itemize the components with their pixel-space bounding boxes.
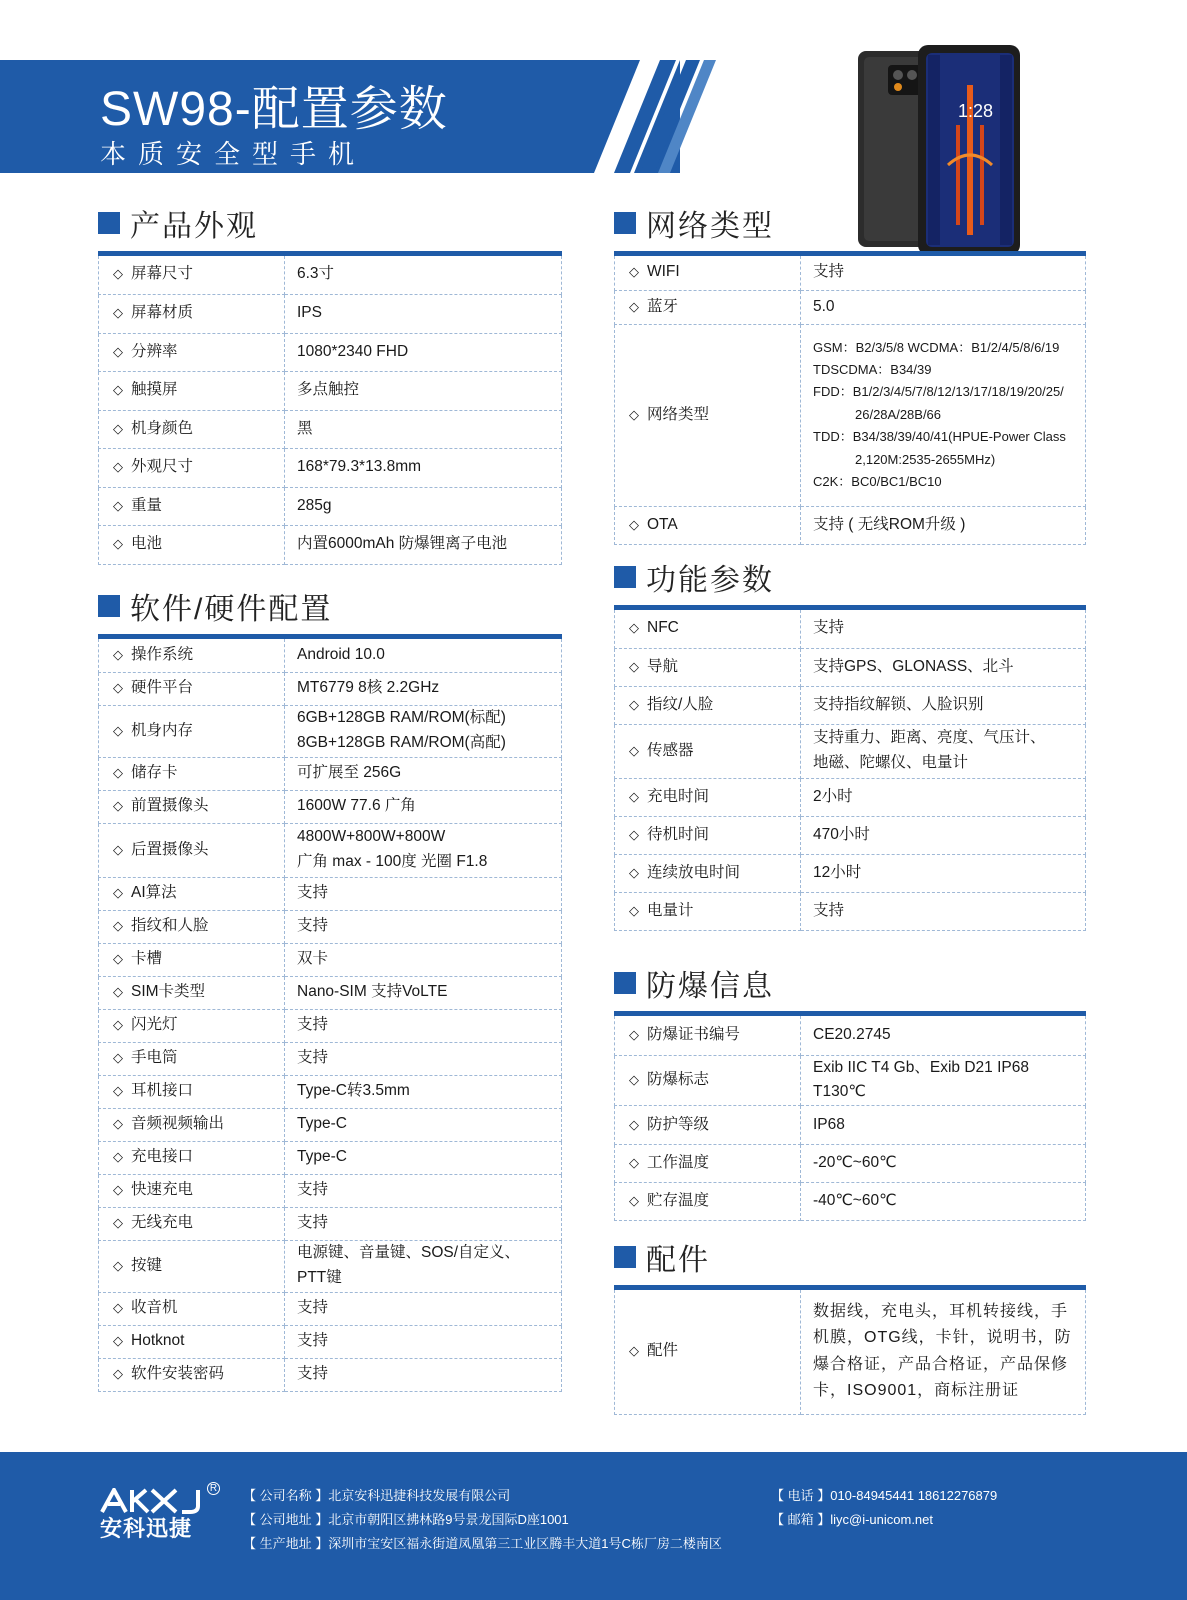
spec-value-line: 黑: [297, 419, 313, 437]
spec-row: [99, 976, 562, 1009]
spec-value-line: 电源键、音量键、SOS/自定义、: [297, 1244, 521, 1262]
spec-value: [801, 686, 1086, 724]
section-explosion: [614, 963, 1086, 1221]
spec-label: ◇ 软件安装密码: [99, 1358, 285, 1391]
spec-label: ◇ 前置摄像头: [99, 790, 285, 823]
spec-value: [285, 1358, 562, 1391]
spec-value-line: 支持: [297, 1049, 329, 1067]
spec-row: [615, 290, 1086, 324]
spec-value-line: 支持: [297, 1016, 329, 1034]
spec-value: [801, 290, 1086, 324]
section-appearance: [98, 203, 562, 565]
spec-label: ◇ 防爆标志: [615, 1055, 801, 1106]
spec-value: [285, 371, 562, 410]
section-marker: [614, 566, 636, 588]
spec-value-line: Android 10.0: [297, 645, 385, 663]
spec-value-line: 5.0: [813, 297, 835, 315]
spec-row: [99, 1358, 562, 1391]
spec-value: [285, 1325, 562, 1358]
spec-value: [801, 1145, 1086, 1183]
spec-label: ◇ 无线充电: [99, 1207, 285, 1240]
spec-row: [99, 1174, 562, 1207]
footer-address: 【 公司地址 】北京市朝阳区拂林路9号景龙国际D座1001: [243, 1512, 569, 1527]
spec-row: [99, 256, 562, 294]
svg-text:1:28: 1:28: [958, 101, 994, 121]
spec-value-line: 6.3寸: [297, 265, 335, 283]
spec-value-line: 1080*2340 FHD: [297, 342, 409, 360]
spec-label: ◇ Hotknot: [99, 1325, 285, 1358]
spec-row: [615, 854, 1086, 892]
spec-value: [801, 816, 1086, 854]
spec-value-line: 支持: [297, 884, 329, 902]
spec-value-line: 2小时: [813, 787, 853, 805]
section-title: 网络类型: [646, 210, 774, 243]
spec-value-line: 内置6000mAh 防爆锂离子电池: [297, 535, 508, 553]
spec-value-line: 支持: [297, 1365, 329, 1383]
spec-value: [801, 506, 1086, 544]
spec-label: ◇ 网络类型: [615, 324, 801, 506]
spec-value-line: -40℃~60℃: [813, 1192, 897, 1210]
spec-label: ◇ 操作系统: [99, 639, 285, 672]
section-marker: [614, 212, 636, 234]
spec-value: [285, 1174, 562, 1207]
spec-row: [99, 1207, 562, 1240]
footer-factory: 【 生产地址 】深圳市宝安区福永街道凤凰第三工业区腾丰大道1号C栋厂房二楼南区: [243, 1536, 722, 1551]
spec-label: ◇ 后置摄像头: [99, 823, 285, 877]
spec-value: [801, 1106, 1086, 1145]
spec-value: [285, 705, 562, 757]
spec-label: ◇ AI算法: [99, 877, 285, 910]
spec-value: [285, 823, 562, 877]
spec-table-appearance: [98, 256, 562, 565]
spec-label: ◇ 屏幕尺寸: [99, 256, 285, 294]
spec-value-line: 支持: [297, 1299, 329, 1317]
spec-value: [285, 877, 562, 910]
spec-value: [285, 1141, 562, 1174]
spec-value: [285, 943, 562, 976]
spec-value-line: C2K：BC0/BC1/BC10: [813, 473, 942, 489]
spec-value-line: PTT键: [297, 1269, 342, 1286]
spec-value: [285, 1042, 562, 1075]
spec-label: ◇ 贮存温度: [615, 1183, 801, 1221]
spec-label: ◇ 充电时间: [615, 778, 801, 816]
footer-email: 【 邮箱 】liyc@i-unicom.net: [771, 1512, 934, 1527]
spec-row: [615, 506, 1086, 544]
spec-label: ◇ 指纹/人脸: [615, 686, 801, 724]
section-marker: [614, 972, 636, 994]
spec-row: [99, 1240, 562, 1292]
spec-row: [99, 757, 562, 790]
spec-value-line: 285g: [297, 496, 332, 514]
spec-row: [99, 910, 562, 943]
spec-value-line: 168*79.3*13.8mm: [297, 458, 422, 476]
spec-row: [615, 686, 1086, 724]
spec-value-line: 数据线，充电头，耳机转接线，手: [813, 1302, 1069, 1320]
spec-row: [615, 648, 1086, 686]
registered-mark: R: [207, 1482, 220, 1495]
spec-value-line: 8GB+128GB RAM/ROM(高配): [297, 734, 506, 751]
spec-row: [99, 1042, 562, 1075]
spec-value: [285, 1009, 562, 1042]
spec-row: [615, 1106, 1086, 1145]
spec-label: ◇ WIFI: [615, 256, 801, 290]
spec-value-line: 机膜，OTG线，卡针，说明书，防: [813, 1329, 1072, 1347]
section-title: 软件/硬件配置: [130, 593, 333, 626]
spec-value-line: 支持GPS、GLONASS、北斗: [813, 657, 1014, 675]
spec-value-line: 支持: [813, 263, 845, 281]
spec-label: ◇ 卡槽: [99, 943, 285, 976]
spec-row: [99, 1075, 562, 1108]
spec-label: ◇ 耳机接口: [99, 1075, 285, 1108]
section-accessories: [614, 1237, 1086, 1415]
spec-value-line: GSM：B2/3/5/8 WCDMA：B1/2/4/5/8/6/19: [813, 339, 1060, 355]
spec-value: [285, 525, 562, 564]
spec-value-line: -20℃~60℃: [813, 1154, 897, 1172]
spec-value-line: MT6779 8核 2.2GHz: [297, 679, 440, 697]
spec-row: [99, 877, 562, 910]
spec-label: ◇ 导航: [615, 648, 801, 686]
spec-value-line: 12小时: [813, 863, 862, 881]
spec-value-line: 支持: [297, 917, 329, 935]
spec-row: [99, 448, 562, 487]
section-title: 功能参数: [646, 564, 774, 597]
spec-value: [801, 854, 1086, 892]
spec-value: [285, 256, 562, 294]
spec-row: [99, 371, 562, 410]
spec-value: [801, 1055, 1086, 1106]
spec-value: [801, 1016, 1086, 1055]
section-marker: [98, 212, 120, 234]
spec-label: ◇ 机身颜色: [99, 410, 285, 448]
spec-row: [615, 816, 1086, 854]
spec-value-line: 支持: [297, 1214, 329, 1232]
spec-value: [285, 910, 562, 943]
spec-label: ◇ 充电接口: [99, 1141, 285, 1174]
spec-value: [285, 1075, 562, 1108]
spec-value: [285, 639, 562, 672]
spec-label: ◇ 快速充电: [99, 1174, 285, 1207]
spec-label: ◇ 收音机: [99, 1292, 285, 1325]
spec-value-line: Exib IIC T4 Gb、Exib D21 IP68 T130℃: [813, 1058, 1029, 1101]
spec-label: ◇ 分辨率: [99, 333, 285, 371]
spec-label: ◇ 配件: [615, 1290, 801, 1414]
spec-value: [285, 976, 562, 1009]
spec-label: ◇ 电量计: [615, 892, 801, 930]
spec-value: [801, 324, 1086, 506]
spec-value: [285, 448, 562, 487]
spec-row: [99, 525, 562, 564]
spec-value-line: 6GB+128GB RAM/ROM(标配): [297, 709, 506, 727]
spec-label: ◇ 机身内存: [99, 705, 285, 757]
spec-table-accessories: [614, 1290, 1086, 1415]
page-title: SW98-配置参数: [100, 83, 448, 136]
spec-value: [801, 1183, 1086, 1221]
spec-row: [99, 294, 562, 333]
spec-row: [99, 1009, 562, 1042]
spec-value: [285, 1240, 562, 1292]
spec-label: ◇ 蓝牙: [615, 290, 801, 324]
spec-label: ◇ NFC: [615, 610, 801, 648]
spec-value-line: 支持: [297, 1181, 329, 1199]
spec-value-line: 2,120M:2535-2655MHz): [855, 451, 996, 467]
footer-company: 【 公司名称 】北京安科迅捷科技发展有限公司: [243, 1488, 511, 1503]
spec-row: [615, 1016, 1086, 1055]
logo-name: 安科迅捷: [100, 1516, 193, 1541]
spec-value: [285, 294, 562, 333]
spec-value-line: 多点触控: [297, 381, 360, 399]
spec-label: ◇ 重量: [99, 487, 285, 525]
section-title: 配件: [646, 1244, 710, 1277]
spec-row: [99, 823, 562, 877]
spec-value: [285, 1207, 562, 1240]
spec-value: [801, 648, 1086, 686]
spec-row: [99, 639, 562, 672]
spec-label: ◇ 外观尺寸: [99, 448, 285, 487]
spec-row: [615, 1183, 1086, 1221]
logo-mark: [100, 1488, 210, 1514]
spec-value-line: 支持重力、距离、亮度、气压计、: [813, 729, 1046, 747]
spec-table-function: [614, 610, 1086, 931]
spec-value-line: 爆合格证，产品合格证，产品保修: [813, 1355, 1069, 1373]
spec-value-line: 广角 max - 100度 光圈 F1.8: [297, 853, 488, 870]
spec-value-line: 地磁、陀螺仪、电量计: [813, 754, 969, 771]
spec-row: [99, 943, 562, 976]
section-software: [98, 586, 562, 1392]
spec-label: ◇ 屏幕材质: [99, 294, 285, 333]
spec-row: [615, 256, 1086, 290]
spec-row: [615, 610, 1086, 648]
section-marker: [614, 1246, 636, 1268]
spec-value-line: Type-C: [297, 1148, 347, 1166]
spec-value-line: TDSCDMA：B34/39: [813, 362, 932, 378]
section-title: 产品外观: [130, 210, 258, 243]
spec-row: [99, 672, 562, 705]
spec-label: ◇ 储存卡: [99, 757, 285, 790]
spec-value-line: Nano-SIM 支持VoLTE: [297, 983, 448, 1001]
spec-value-line: Type-C: [297, 1115, 347, 1133]
spec-label: ◇ SIM卡类型: [99, 976, 285, 1009]
spec-value: [285, 1292, 562, 1325]
spec-value-line: 支持指纹解锁、人脸识别: [813, 695, 984, 713]
spec-table-explosion: [614, 1016, 1086, 1221]
spec-row: [99, 1108, 562, 1141]
spec-value-line: 支持 ( 无线ROM升级 ): [813, 515, 966, 533]
spec-label: ◇ 电池: [99, 525, 285, 564]
spec-value: [801, 256, 1086, 290]
spec-value: [801, 724, 1086, 778]
spec-row: [99, 410, 562, 448]
footer-phone: 【 电话 】010-84945441 18612276879: [771, 1488, 998, 1503]
spec-value-line: IP68: [813, 1115, 845, 1133]
spec-table-software: [98, 639, 562, 1392]
spec-value-line: 1600W 77.6 广角: [297, 797, 416, 815]
spec-value-line: 支持: [297, 1332, 329, 1350]
spec-row: [615, 1055, 1086, 1106]
spec-value-line: 26/28A/28B/66: [855, 406, 942, 422]
spec-value: [801, 778, 1086, 816]
spec-label: ◇ 触摸屏: [99, 371, 285, 410]
spec-row: [615, 1145, 1086, 1183]
spec-value-line: TDD：B34/38/39/40/41(HPUE-Power Class: [813, 429, 1066, 445]
spec-row: [99, 790, 562, 823]
spec-value-line: IPS: [297, 304, 322, 322]
spec-value-line: 4800W+800W+800W: [297, 828, 446, 846]
spec-row: [99, 333, 562, 371]
spec-label: ◇ 传感器: [615, 724, 801, 778]
spec-value: [285, 790, 562, 823]
spec-label: ◇ 待机时间: [615, 816, 801, 854]
spec-value-line: 可扩展至 256G: [297, 764, 402, 782]
spec-value-line: 470小时: [813, 825, 870, 843]
section-title: 防爆信息: [646, 970, 774, 1003]
spec-row: [99, 1325, 562, 1358]
spec-value: [285, 672, 562, 705]
spec-label: ◇ 工作温度: [615, 1145, 801, 1183]
spec-label: ◇ 防护等级: [615, 1106, 801, 1145]
page-subtitle: 本质安全型手机: [100, 139, 367, 169]
spec-label: ◇ 指纹和人脸: [99, 910, 285, 943]
spec-label: ◇ 按键: [99, 1240, 285, 1292]
spec-label: ◇ 连续放电时间: [615, 854, 801, 892]
spec-value-line: 卡，ISO9001，商标注册证: [813, 1382, 1020, 1400]
spec-value-line: CE20.2745: [813, 1025, 891, 1043]
spec-row: [615, 324, 1086, 506]
spec-label: ◇ 防爆证书编号: [615, 1016, 801, 1055]
spec-row: [615, 892, 1086, 930]
spec-value-line: 支持: [813, 901, 845, 919]
spec-value-line: 双卡: [297, 950, 329, 968]
spec-row: [99, 1292, 562, 1325]
section-function: [614, 557, 1086, 931]
spec-label: ◇ 闪光灯: [99, 1009, 285, 1042]
spec-label: ◇ OTA: [615, 506, 801, 544]
spec-label: ◇ 手电筒: [99, 1042, 285, 1075]
section-network: [614, 203, 1086, 545]
spec-value: [801, 1290, 1086, 1414]
spec-table-network: [614, 256, 1086, 545]
spec-row: [99, 705, 562, 757]
spec-value: [801, 892, 1086, 930]
spec-value-line: 支持: [813, 619, 845, 637]
spec-value: [285, 487, 562, 525]
spec-value: [801, 610, 1086, 648]
spec-value: [285, 1108, 562, 1141]
spec-value: [285, 757, 562, 790]
spec-value-line: FDD：B1/2/3/4/5/7/8/12/13/17/18/19/20/25/: [813, 384, 1064, 400]
spec-row: [615, 778, 1086, 816]
spec-row: [615, 724, 1086, 778]
spec-row: [615, 1290, 1086, 1414]
spec-row: [99, 1141, 562, 1174]
spec-label: ◇ 音频视频输出: [99, 1108, 285, 1141]
spec-value: [285, 333, 562, 371]
spec-value-line: Type-C转3.5mm: [297, 1082, 410, 1100]
spec-label: ◇ 硬件平台: [99, 672, 285, 705]
spec-value: [285, 410, 562, 448]
spec-row: [99, 487, 562, 525]
section-marker: [98, 595, 120, 617]
